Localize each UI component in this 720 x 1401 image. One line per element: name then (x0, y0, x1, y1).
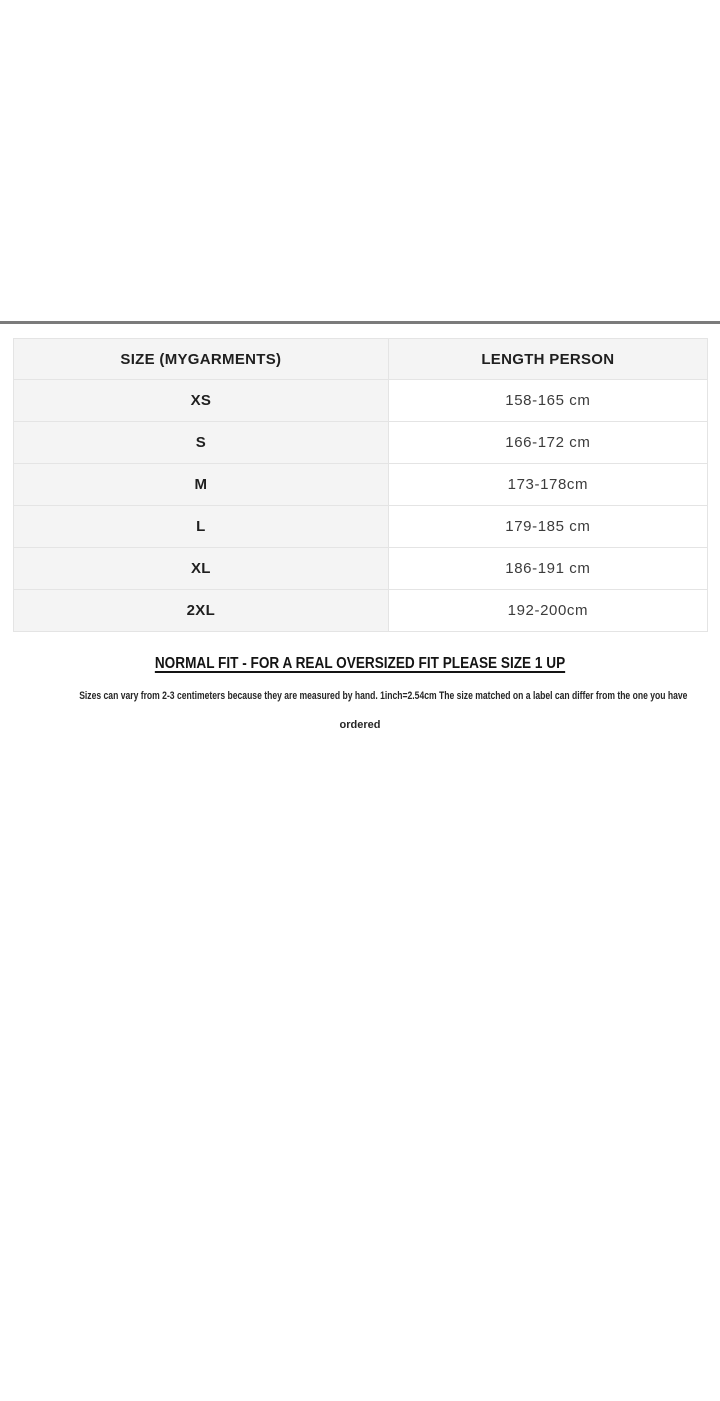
fit-note: NORMAL FIT - FOR A REAL OVERSIZED FIT PLEASE SIZE 1 UP (154, 655, 566, 672)
length-cell: 158-165 cm (388, 380, 707, 422)
disclaimer-line-2: ordered (339, 719, 381, 731)
size-chart-table (13, 338, 708, 632)
size-column-header: SIZE (MYGARMENTS) (14, 339, 389, 380)
length-cell: 192-200cm (388, 590, 707, 632)
table-row (14, 422, 708, 464)
table-header-row (14, 339, 708, 380)
length-cell: 179-185 cm (388, 506, 707, 548)
size-cell: XL (14, 548, 389, 590)
disclaimer-line-1: Sizes can vary from 2-3 centimeters because they are measured by hand. 1inch=2.54cm The size matched on a label can differ from the one you have (79, 690, 688, 702)
size-cell: S (14, 422, 389, 464)
measurement-disclaimer (0, 690, 720, 731)
table-row (14, 380, 708, 422)
table-row (14, 464, 708, 506)
size-cell: XS (14, 380, 389, 422)
length-cell: 166-172 cm (388, 422, 707, 464)
size-cell: 2XL (14, 590, 389, 632)
table-row (14, 590, 708, 632)
size-chart-section (0, 321, 720, 731)
size-cell: L (14, 506, 389, 548)
table-row (14, 548, 708, 590)
size-cell: M (14, 464, 389, 506)
length-cell: 186-191 cm (388, 548, 707, 590)
length-cell: 173-178cm (388, 464, 707, 506)
table-row (14, 506, 708, 548)
section-divider (0, 321, 720, 324)
length-column-header: LENGTH PERSON (388, 339, 707, 380)
